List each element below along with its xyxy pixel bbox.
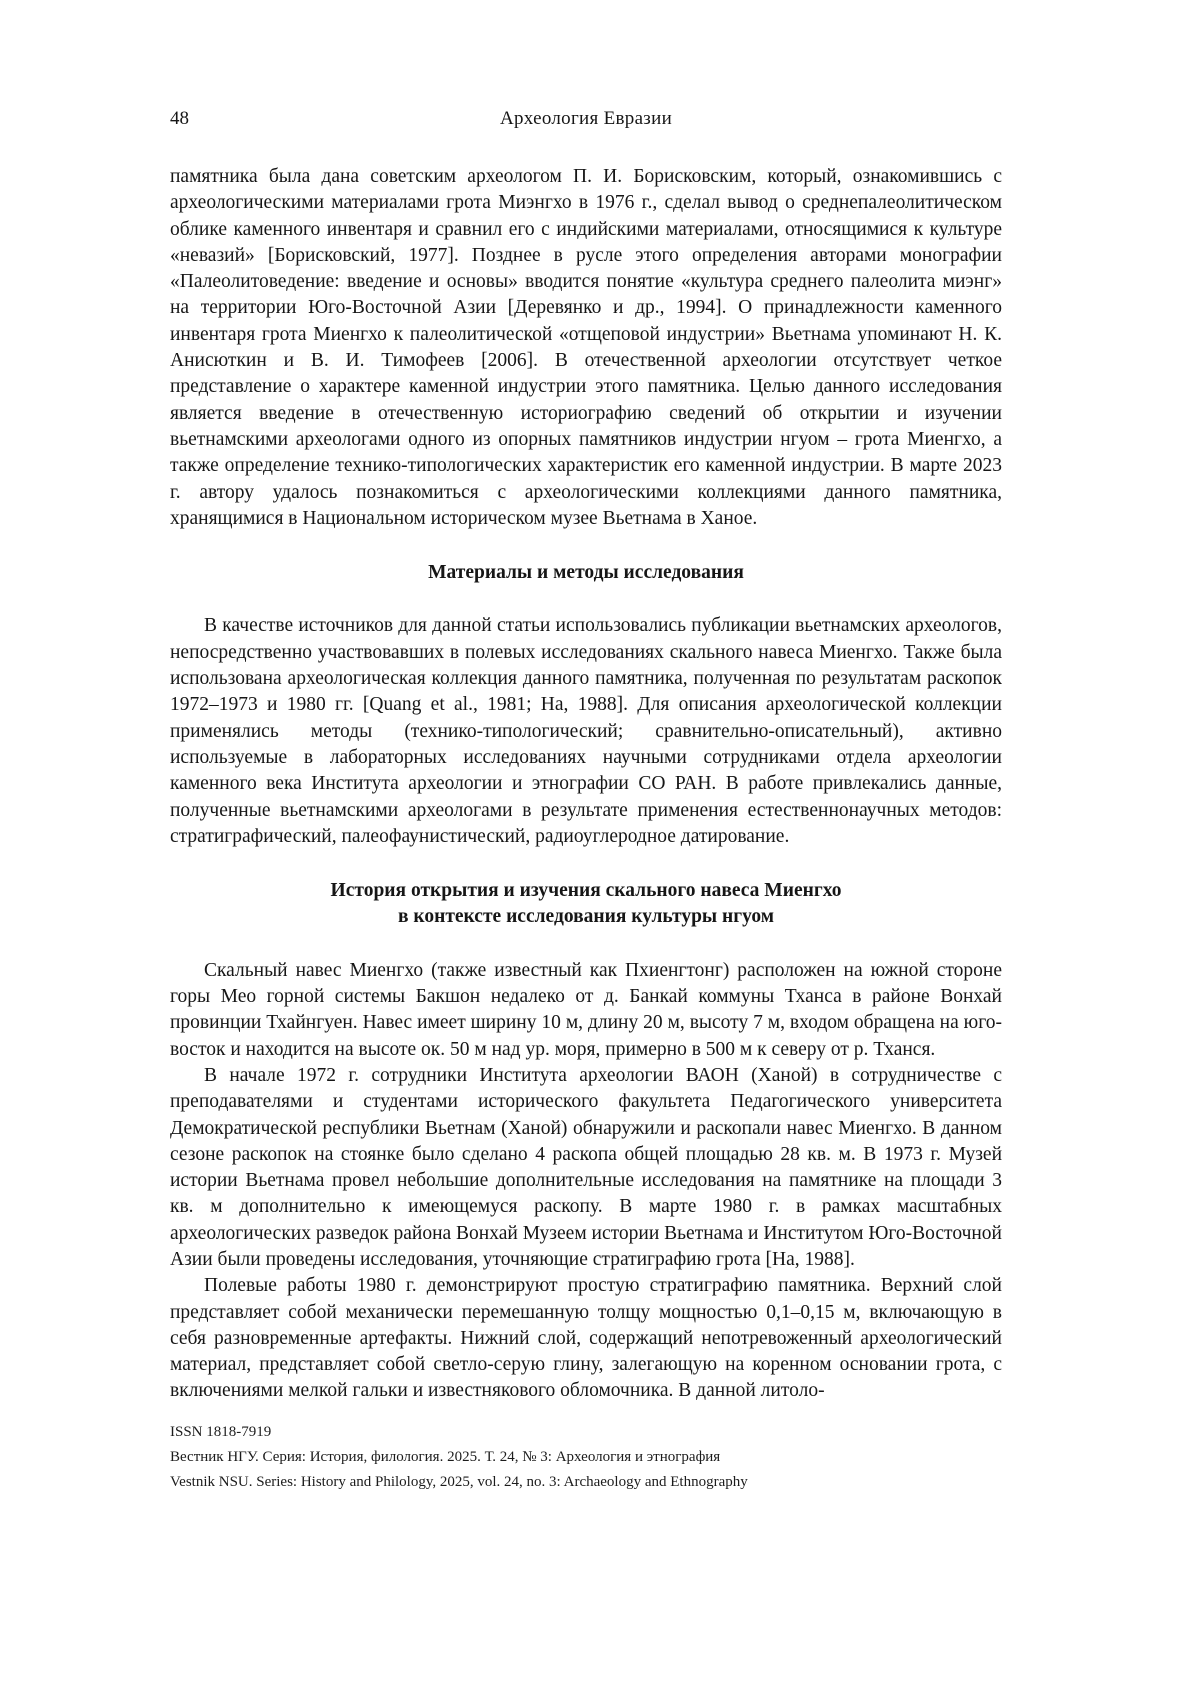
running-header: [170, 108, 1002, 136]
running-head-title: Археология Евразии: [499, 108, 673, 129]
footer-journal-en: Vestnik NSU. Series: History and Philology, 2025, vol. 24, no. 3: Archaeology and Ethnography: [170, 1474, 748, 1490]
article-page: [170, 108, 1002, 1405]
section-heading-history-line1: История открытия и изучения скального навеса Миенгхо: [330, 880, 842, 902]
paragraph-intro: памятника была дана советским археологом П. И. Борисковским, который, ознакомившись с археологическими материалами грота Миэнгхо в 1976 г., сделал вывод о среднепалеолитическом облике каменного инвентаря и сравнил его с индийскими материалами, относящимися к культуре «невазий» [Борисковский, 1977]. Позднее в русле этого определения авторами монографии «Палеолитоведение: введение и основы» вводится понятие «культура среднего палеолита миэнг» на территории Юго-Восточной Азии [Деревянко и др., 1994]. О принадлежности каменного инвентаря грота Миенгхо к палеолитической «отщеповой индустрии» Вьетнама упоминают Н. К. Анисюткин и В. И. Тимофеев [2006]. В отечественной археологии отсутствует четкое представление о характере каменной индустрии этого памятника. Целью данного исследования является введение в отечественную историографию сведений об открытии и изучении вьетнамскими археологами одного из опорных памятников индустрии нгуом – грота Миенгхо, а также определение технико-типологических характеристик его каменной индустрии. В марте 2023 г. автору удалось познакомиться с археологическими коллекциями данного памятника, хранящимися в Национальном историческом музее Вьетнама в Ханое.: [170, 166, 1002, 529]
footer-journal-ru: Вестник НГУ. Серия: История, филология. 2025. Т. 24, № 3: Археология и этнография: [170, 1449, 721, 1465]
paragraph-history-1: Скальный навес Миенгхо (также известный как Пхиенгтонг) расположен на южной стороне горы Мео горной системы Бакшон недалеко от д. Банкай коммуны Тханса в районе Вонхай провинции Тхайнгуен. Навес имеет ширину 10 м, длину 20 м, высоту 7 м, входом обращена на юго-восток и находится на высоте ок. 50 м над ур. моря, примерно в 500 м к северу от р. Тханся.: [170, 959, 1002, 1060]
paragraph-history-3: Полевые работы 1980 г. демонстрируют простую стратиграфию памятника. Верхний слой представляет собой механически перемешанную толщу мощностью 0,1–0,15 м, включающую в себя разновременные артефакты. Нижний слой, содержащий непотревоженный археологический материал, представляет собой светло-серую глину, залегающую на коренном основании грота, с включениями мелкой гальки и известнякового обломочника. В данной литоло-: [170, 1275, 1002, 1402]
article-body: [170, 164, 1002, 1405]
paragraph-history-2: В начале 1972 г. сотрудники Института археологии ВАОН (Ханой) в сотрудничестве с преподавателями и студентами исторического факультета Педагогического университета Демократической республики Вьетнам (Ханой) обнаружили и раскопали навес Миенгхо. В данном сезоне раскопок на стоянке было сделано 4 раскопа общей площадью 28 кв. м. В 1973 г. Музей истории Вьетнама провел небольшие дополнительные исследования на памятнике на площади 3 кв. м дополнительно к имеющемуся раскопу. В марте 1980 г. в рамках масштабных археологических разведок района Вонхай Музеем истории Вьетнама и Институтом Юго-Восточной Азии были проведены исследования, уточняющие стратиграфию грота [Ha, 1988].: [170, 1064, 1002, 1270]
footer-issn: ISSN 1818-7919: [170, 1424, 272, 1440]
page-footer: [170, 1420, 1002, 1495]
section-heading-methods: Материалы и методы исследования: [428, 562, 744, 584]
section-heading-methods-block: [170, 560, 1002, 586]
page-number: 48: [170, 108, 189, 129]
section-heading-history-block: [170, 878, 1002, 931]
paragraph-methods: В качестве источников для данной статьи использовались публикации вьетнамских археологов, непосредственно участвовавших в полевых исследованиях скального навеса Миенгхо. Также была использована археологическая коллекция данного памятника, полученная по результатам раскопок 1972–1973 и 1980 гг. [Quang et al., 1981; Ha, 1988]. Для описания археологической коллекции применялись методы (технико-типологический; сравнительно-описательный), активно используемые в лабораторных исследованиях научными сотрудниками отдела археологии каменного века Института археологии и этнографии СО РАН. В работе привлекались данные, полученные вьетнамскими археологами в результате применения естественнонаучных методов: стратиграфический, палеофаунистический, радиоуглеродное датирование.: [170, 615, 1002, 847]
section-heading-history-line2: в контексте исследования культуры нгуом: [397, 906, 775, 928]
